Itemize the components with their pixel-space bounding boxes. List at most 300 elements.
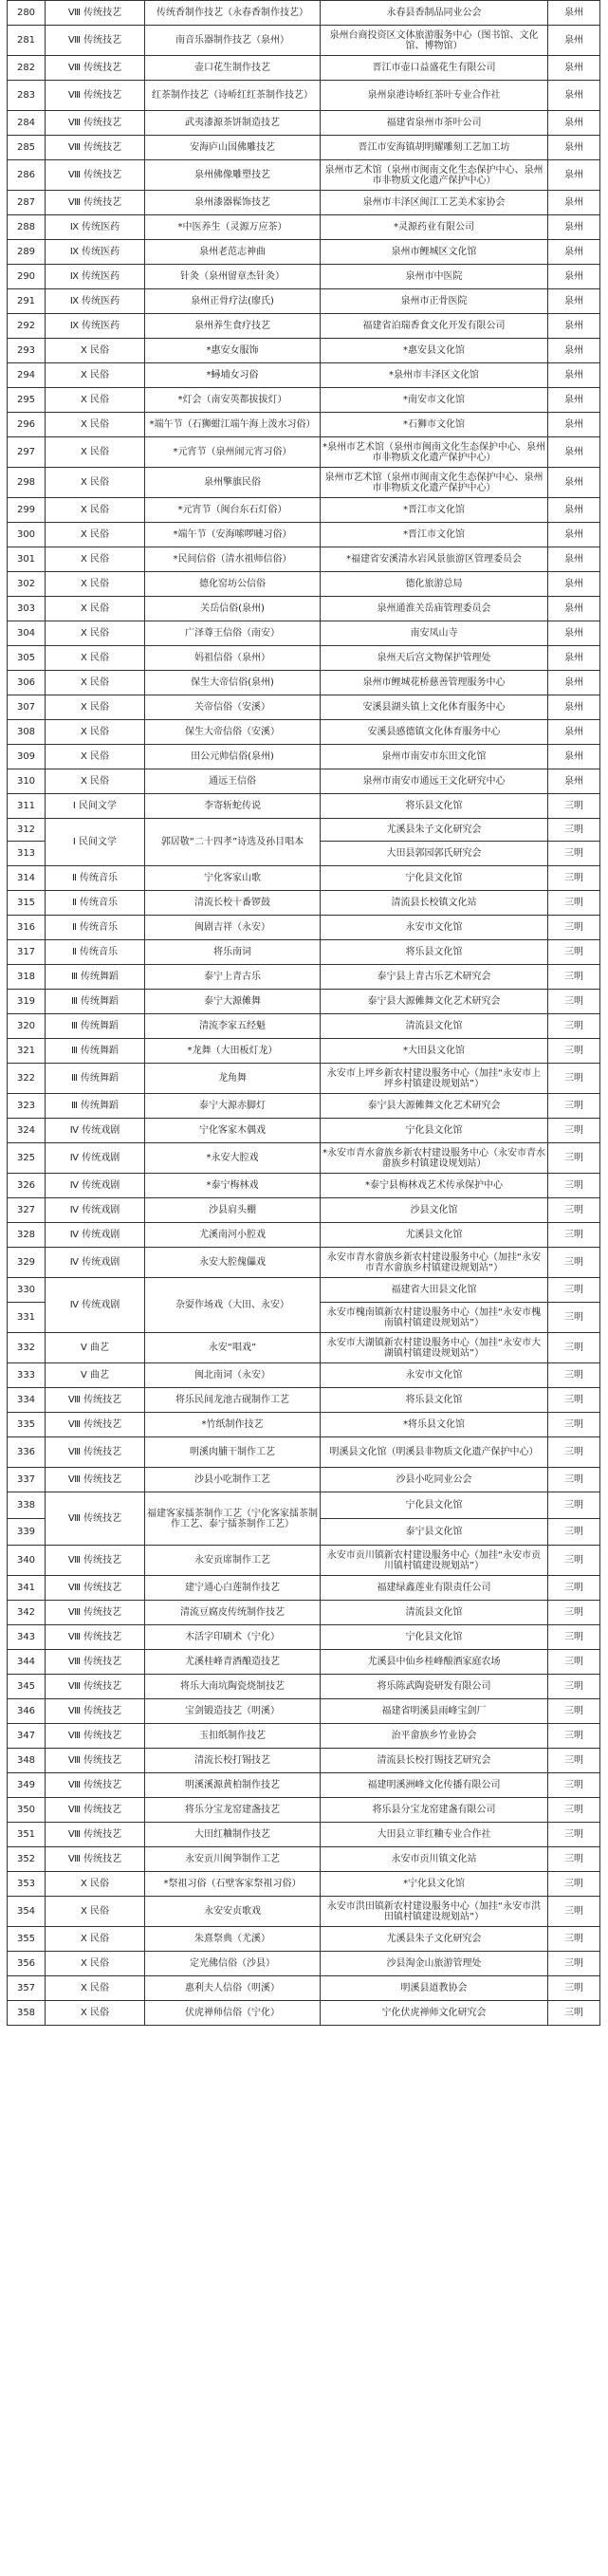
category-cell: Ⅷ 传统技艺 xyxy=(46,1724,145,1749)
project-cell: 将乐南词 xyxy=(145,940,321,965)
project-cell: 泉州正骨疗法(廖氏) xyxy=(145,289,321,314)
protection-unit-cell: 永安市槐南镇新农村建设服务中心（加挂“永安市槐南镇村镇建设规划站”） xyxy=(321,1303,548,1333)
region-cell: 三明 xyxy=(548,940,600,965)
region-cell: 三明 xyxy=(548,1546,600,1576)
region-cell: 泉州 xyxy=(548,671,600,695)
row-number: 299 xyxy=(8,498,46,523)
table-row xyxy=(8,1363,600,1388)
region-cell: 三明 xyxy=(548,1064,600,1094)
protection-unit-cell: 明溪县道教协会 xyxy=(321,1976,548,2001)
protection-unit-cell: 泉州市南安市东田文化馆 xyxy=(321,745,548,769)
project-cell: *祭祖习俗（石壁客家祭祖习俗） xyxy=(145,1872,321,1897)
protection-unit-cell: 宁化县文化馆 xyxy=(321,1625,548,1650)
project-cell: 建宁通心白莲制作技艺 xyxy=(145,1576,321,1601)
table-row xyxy=(8,671,600,695)
category-cell: Ⅹ 民俗 xyxy=(46,339,145,363)
project-cell: 清流豆腐皮传统制作技艺 xyxy=(145,1601,321,1625)
row-number: 332 xyxy=(8,1333,46,1363)
row-number: 355 xyxy=(8,1927,46,1952)
table-row xyxy=(8,1014,600,1039)
row-number: 350 xyxy=(8,1798,46,1823)
protection-unit-cell: 永安市大湖镇新农村建设服务中心（加挂“永安市大湖镇村镇建设规划站”） xyxy=(321,1333,548,1363)
project-cell: 龙角舞 xyxy=(145,1064,321,1094)
row-number: 283 xyxy=(8,81,46,111)
project-cell: *元宵节（泉州闹元宵习俗） xyxy=(145,437,321,468)
row-number: 338 xyxy=(8,1492,46,1519)
category-cell: Ⅳ 传统戏剧 xyxy=(46,1198,145,1223)
row-number: 312 xyxy=(8,819,46,842)
row-number: 330 xyxy=(8,1278,46,1303)
table-row xyxy=(8,1333,600,1363)
protection-unit-cell: 大田县郭园郭氏研究会 xyxy=(321,842,548,866)
category-cell: Ⅴ 曲艺 xyxy=(46,1363,145,1388)
row-number: 322 xyxy=(8,1064,46,1094)
project-cell: *泰宁梅林戏 xyxy=(145,1174,321,1198)
row-number: 351 xyxy=(8,1823,46,1847)
region-cell: 三明 xyxy=(548,891,600,916)
project-cell: *竹纸制作技艺 xyxy=(145,1413,321,1437)
protection-unit-cell: 清流县文化馆 xyxy=(321,1601,548,1625)
row-number: 353 xyxy=(8,1872,46,1897)
region-cell: 泉州 xyxy=(548,265,600,289)
project-cell: 闽剧吉祥（永安） xyxy=(145,916,321,940)
table-row xyxy=(8,1119,600,1143)
region-cell: 三明 xyxy=(548,1468,600,1492)
region-cell: 泉州 xyxy=(548,413,600,437)
project-cell: *端午节（石狮蚶江端午海上泼水习俗） xyxy=(145,413,321,437)
row-number: 288 xyxy=(8,215,46,240)
project-cell: 郭居敬“二十四孝”诗选及孙目唱本 xyxy=(145,819,321,866)
category-cell: Ⅷ 传统技艺 xyxy=(46,81,145,111)
table-row xyxy=(8,646,600,671)
region-cell: 泉州 xyxy=(548,498,600,523)
protection-unit-cell: 大田县立菲红粬专业合作社 xyxy=(321,1823,548,1847)
table-row xyxy=(8,1823,600,1847)
project-cell: 宁化客家山歌 xyxy=(145,866,321,891)
region-cell: 三明 xyxy=(548,794,600,819)
row-number: 352 xyxy=(8,1847,46,1872)
row-number: 304 xyxy=(8,621,46,646)
row-number: 281 xyxy=(8,26,46,56)
project-cell: *端午节（安海嗦啰嗹习俗） xyxy=(145,523,321,547)
protection-unit-cell: 尤溪县中仙乡桂峰酿酒家庭农场 xyxy=(321,1650,548,1675)
table-row xyxy=(8,990,600,1014)
region-cell: 三明 xyxy=(548,1223,600,1248)
protection-unit-cell: 清流县文化馆 xyxy=(321,1014,548,1039)
region-cell: 泉州 xyxy=(548,289,600,314)
row-number: 309 xyxy=(8,745,46,769)
row-number: 301 xyxy=(8,547,46,572)
table-row xyxy=(8,940,600,965)
category-cell: Ⅹ 民俗 xyxy=(46,1927,145,1952)
project-cell: *惠安女服饰 xyxy=(145,339,321,363)
table-body xyxy=(8,1,600,2026)
table-row xyxy=(8,56,600,81)
category-cell: Ⅴ 曲艺 xyxy=(46,1333,145,1363)
table-row xyxy=(8,1699,600,1724)
table-row xyxy=(8,1952,600,1976)
region-cell: 泉州 xyxy=(548,314,600,339)
protection-unit-cell: 南安凤山寺 xyxy=(321,621,548,646)
project-cell: 定光佛信俗（沙县） xyxy=(145,1952,321,1976)
table-row xyxy=(8,2001,600,2026)
region-cell: 三明 xyxy=(548,1976,600,2001)
protection-unit-cell: 晋江市安海镇胡明耀雕刻工艺加工坊 xyxy=(321,136,548,160)
row-number: 334 xyxy=(8,1388,46,1413)
category-cell: Ⅹ 民俗 xyxy=(46,646,145,671)
row-number: 305 xyxy=(8,646,46,671)
region-cell: 三明 xyxy=(548,866,600,891)
region-cell: 三明 xyxy=(548,1952,600,1976)
table-row xyxy=(8,1437,600,1468)
protection-unit-cell: 泉州市艺术馆（泉州市闽南文化生态保护中心、泉州市非物质文化遗产保护中心） xyxy=(321,160,548,191)
protection-unit-cell: 尤溪县文化馆 xyxy=(321,1223,548,1248)
table-row xyxy=(8,1064,600,1094)
protection-unit-cell: 泉州市丰泽区闽江工艺美术家协会 xyxy=(321,191,548,215)
row-number: 320 xyxy=(8,1014,46,1039)
region-cell: 三明 xyxy=(548,1576,600,1601)
protection-unit-cell: 尤溪县朱子文化研究会 xyxy=(321,819,548,842)
category-cell: Ⅱ 传统音乐 xyxy=(46,866,145,891)
region-cell: 泉州 xyxy=(548,621,600,646)
project-cell: 德化窑坊公信俗 xyxy=(145,572,321,597)
row-number: 356 xyxy=(8,1952,46,1976)
project-cell: 将乐民间龙池古砚制作工艺 xyxy=(145,1388,321,1413)
table-row xyxy=(8,1143,600,1174)
region-cell: 三明 xyxy=(548,1014,600,1039)
protection-unit-cell: 宁化伏虎禅师文化研究会 xyxy=(321,2001,548,2026)
protection-unit-cell: *泉州市艺术馆（泉州市闽南文化生态保护中心、泉州市非物质文化遗产保护中心） xyxy=(321,437,548,468)
category-cell: Ⅷ 传统技艺 xyxy=(46,1749,145,1773)
category-cell: Ⅲ 传统舞蹈 xyxy=(46,1094,145,1119)
protection-unit-cell: *泰宁县梅林戏艺术传承保护中心 xyxy=(321,1174,548,1198)
table-row xyxy=(8,1724,600,1749)
row-number: 331 xyxy=(8,1303,46,1333)
project-cell: 永安大腔傀儡戏 xyxy=(145,1248,321,1278)
table-row xyxy=(8,523,600,547)
project-cell: 将乐大南坑陶瓷烧制技艺 xyxy=(145,1675,321,1699)
row-number: 314 xyxy=(8,866,46,891)
row-number: 318 xyxy=(8,965,46,990)
project-cell: 安海庐山国佛雕技艺 xyxy=(145,136,321,160)
region-cell: 泉州 xyxy=(548,572,600,597)
region-cell: 三明 xyxy=(548,1749,600,1773)
project-cell: 南音乐器制作技艺（泉州） xyxy=(145,26,321,56)
table-row xyxy=(8,339,600,363)
category-cell: Ⅷ 传统技艺 xyxy=(46,136,145,160)
project-cell: 大田红粬制作技艺 xyxy=(145,1823,321,1847)
region-cell: 泉州 xyxy=(548,646,600,671)
table-row xyxy=(8,413,600,437)
region-cell: 泉州 xyxy=(548,597,600,621)
category-cell: Ⅸ 传统医药 xyxy=(46,240,145,265)
table-row xyxy=(8,388,600,413)
region-cell: 三明 xyxy=(548,1437,600,1468)
protection-unit-cell: 明溪县文化馆（明溪县非物质文化遗产保护中心） xyxy=(321,1437,548,1468)
protection-unit-cell: 泉州通淮关岳庙管理委员会 xyxy=(321,597,548,621)
table-row xyxy=(8,1492,600,1519)
category-cell: Ⅳ 传统戏剧 xyxy=(46,1143,145,1174)
project-cell: 永安贡川闽笋制作工艺 xyxy=(145,1847,321,1872)
protection-unit-cell: 治平畲族乡竹业协会 xyxy=(321,1724,548,1749)
row-number: 303 xyxy=(8,597,46,621)
region-cell: 三明 xyxy=(548,1798,600,1823)
category-cell: Ⅷ 传统技艺 xyxy=(46,1625,145,1650)
project-cell: 泰宁大源赤脚灯 xyxy=(145,1094,321,1119)
table-row xyxy=(8,891,600,916)
protection-unit-cell: 沙县淘金山旅游管理处 xyxy=(321,1952,548,1976)
row-number: 298 xyxy=(8,468,46,498)
table-row xyxy=(8,215,600,240)
project-cell: 泉州养生食疗技艺 xyxy=(145,314,321,339)
project-cell: 明溪溪源黄柏制作技艺 xyxy=(145,1773,321,1798)
category-cell: Ⅳ 传统戏剧 xyxy=(46,1223,145,1248)
table-row xyxy=(8,1094,600,1119)
table-row xyxy=(8,1546,600,1576)
category-cell: Ⅳ 传统戏剧 xyxy=(46,1248,145,1278)
category-cell: Ⅹ 民俗 xyxy=(46,437,145,468)
category-cell: Ⅹ 民俗 xyxy=(46,572,145,597)
project-cell: 武夷漆源茶饼制造技艺 xyxy=(145,111,321,136)
table-row xyxy=(8,1388,600,1413)
protection-unit-cell: 将乐陈武陶瓷研发有限公司 xyxy=(321,1675,548,1699)
row-number: 287 xyxy=(8,191,46,215)
table-row xyxy=(8,1278,600,1303)
row-number: 329 xyxy=(8,1248,46,1278)
row-number: 316 xyxy=(8,916,46,940)
protection-unit-cell: *惠安县文化馆 xyxy=(321,339,548,363)
category-cell: Ⅲ 传统舞蹈 xyxy=(46,1064,145,1094)
row-number: 347 xyxy=(8,1724,46,1749)
protection-unit-cell: 沙县文化馆 xyxy=(321,1198,548,1223)
project-cell: 清流长校十番锣鼓 xyxy=(145,891,321,916)
protection-unit-cell: 永安市洪田镇新农村建设服务中心（加挂“永安市洪田镇村镇建设规划站”） xyxy=(321,1897,548,1927)
row-number: 321 xyxy=(8,1039,46,1064)
region-cell: 三明 xyxy=(548,1699,600,1724)
region-cell: 泉州 xyxy=(548,215,600,240)
category-cell: Ⅸ 传统医药 xyxy=(46,289,145,314)
region-cell: 泉州 xyxy=(548,523,600,547)
category-cell: Ⅹ 民俗 xyxy=(46,468,145,498)
row-number: 306 xyxy=(8,671,46,695)
table-row xyxy=(8,111,600,136)
project-cell: 关帝信俗（安溪） xyxy=(145,695,321,720)
category-cell: Ⅷ 传统技艺 xyxy=(46,1773,145,1798)
table-row xyxy=(8,1872,600,1897)
row-number: 340 xyxy=(8,1546,46,1576)
table-row xyxy=(8,1039,600,1064)
region-cell: 泉州 xyxy=(548,720,600,745)
project-cell: 李寄斩蛇传说 xyxy=(145,794,321,819)
category-cell: Ⅰ 民间文学 xyxy=(46,819,145,866)
protection-unit-cell: *南安市文化馆 xyxy=(321,388,548,413)
project-cell: *永安大腔戏 xyxy=(145,1143,321,1174)
category-cell: Ⅲ 传统舞蹈 xyxy=(46,990,145,1014)
project-cell: 惠利夫人信俗（明溪） xyxy=(145,1976,321,2001)
project-cell: 将乐分宝龙窑建盏技艺 xyxy=(145,1798,321,1823)
project-cell: 伏虎禅师信俗（宁化） xyxy=(145,2001,321,2026)
row-number: 311 xyxy=(8,794,46,819)
protection-unit-cell: 将乐县文化馆 xyxy=(321,1388,548,1413)
category-cell: Ⅹ 民俗 xyxy=(46,363,145,388)
category-cell: Ⅲ 传统舞蹈 xyxy=(46,1014,145,1039)
category-cell: Ⅲ 传统舞蹈 xyxy=(46,1039,145,1064)
category-cell: Ⅷ 传统技艺 xyxy=(46,1576,145,1601)
region-cell: 三明 xyxy=(548,1413,600,1437)
protection-unit-cell: 泉州市鲤城区文化馆 xyxy=(321,240,548,265)
region-cell: 泉州 xyxy=(548,240,600,265)
table-row xyxy=(8,720,600,745)
row-number: 284 xyxy=(8,111,46,136)
category-cell: Ⅹ 民俗 xyxy=(46,547,145,572)
project-cell: 关岳信俗(泉州) xyxy=(145,597,321,621)
category-cell: Ⅹ 民俗 xyxy=(46,695,145,720)
region-cell: 三明 xyxy=(548,1773,600,1798)
protection-unit-cell: 福建省大田县文化馆 xyxy=(321,1278,548,1303)
project-cell: *龙舞（大田板灯龙） xyxy=(145,1039,321,1064)
row-number: 342 xyxy=(8,1601,46,1625)
project-cell: 宁化客家木偶戏 xyxy=(145,1119,321,1143)
region-cell: 三明 xyxy=(548,1039,600,1064)
protection-unit-cell: 将乐县文化馆 xyxy=(321,794,548,819)
region-cell: 泉州 xyxy=(548,363,600,388)
category-cell: Ⅱ 传统音乐 xyxy=(46,891,145,916)
protection-unit-cell: 永安市文化馆 xyxy=(321,916,548,940)
protection-unit-cell: 福建省泉州市茶叶公司 xyxy=(321,111,548,136)
category-cell: Ⅹ 民俗 xyxy=(46,745,145,769)
category-cell: Ⅷ 传统技艺 xyxy=(46,1823,145,1847)
project-cell: *蟳埔女习俗 xyxy=(145,363,321,388)
category-cell: Ⅹ 民俗 xyxy=(46,523,145,547)
table-row xyxy=(8,468,600,498)
protection-unit-cell: *永安市青水畲族乡新农村建设服务中心（永安市青水畲族乡村镇建设规划站） xyxy=(321,1143,548,1174)
region-cell: 三明 xyxy=(548,1675,600,1699)
row-number: 280 xyxy=(8,1,46,26)
row-number: 291 xyxy=(8,289,46,314)
category-cell: Ⅳ 传统戏剧 xyxy=(46,1278,145,1333)
region-cell: 泉州 xyxy=(548,111,600,136)
protection-unit-cell: *晋江市文化馆 xyxy=(321,523,548,547)
protection-unit-cell: 尤溪县朱子文化研究会 xyxy=(321,1927,548,1952)
region-cell: 三明 xyxy=(548,2001,600,2026)
region-cell: 泉州 xyxy=(548,136,600,160)
project-cell: 传统香制作技艺（永春香制作技艺） xyxy=(145,1,321,26)
row-number: 286 xyxy=(8,160,46,191)
category-cell: Ⅷ 传统技艺 xyxy=(46,1437,145,1468)
protection-unit-cell: *晋江市文化馆 xyxy=(321,498,548,523)
protection-unit-cell: 泉州市正骨医院 xyxy=(321,289,548,314)
protection-unit-cell: 清流县长校打锡技艺研究会 xyxy=(321,1749,548,1773)
category-cell: Ⅷ 传统技艺 xyxy=(46,1699,145,1724)
project-cell: 红茶制作技艺（诗峤红红茶制作技艺） xyxy=(145,81,321,111)
protection-unit-cell: 清流县长校镇文化站 xyxy=(321,891,548,916)
table-row xyxy=(8,1198,600,1223)
row-number: 296 xyxy=(8,413,46,437)
category-cell: Ⅹ 民俗 xyxy=(46,1872,145,1897)
table-row xyxy=(8,1601,600,1625)
row-number: 315 xyxy=(8,891,46,916)
protection-unit-cell: *泉州市丰泽区文化馆 xyxy=(321,363,548,388)
row-number: 294 xyxy=(8,363,46,388)
region-cell: 泉州 xyxy=(548,769,600,794)
category-cell: Ⅷ 传统技艺 xyxy=(46,191,145,215)
region-cell: 三明 xyxy=(548,1174,600,1198)
project-cell: *中医养生（灵源万应茶） xyxy=(145,215,321,240)
protection-unit-cell: 福建省泊瑞香食文化开发有限公司 xyxy=(321,314,548,339)
category-cell: Ⅷ 传统技艺 xyxy=(46,1601,145,1625)
row-number: 297 xyxy=(8,437,46,468)
row-number: 328 xyxy=(8,1223,46,1248)
row-number: 346 xyxy=(8,1699,46,1724)
table-row xyxy=(8,621,600,646)
project-cell: 沙县小吃制作工艺 xyxy=(145,1468,321,1492)
region-cell: 泉州 xyxy=(548,26,600,56)
row-number: 302 xyxy=(8,572,46,597)
row-number: 290 xyxy=(8,265,46,289)
region-cell: 泉州 xyxy=(548,160,600,191)
heritage-list-table xyxy=(7,0,600,2026)
project-cell: *灯会（南安英都拔拔灯） xyxy=(145,388,321,413)
category-cell: Ⅹ 民俗 xyxy=(46,413,145,437)
protection-unit-cell: 将乐县分宝龙窑建盏有限公司 xyxy=(321,1798,548,1823)
row-number: 349 xyxy=(8,1773,46,1798)
category-cell: Ⅷ 传统技艺 xyxy=(46,1468,145,1492)
row-number: 344 xyxy=(8,1650,46,1675)
table-row xyxy=(8,1625,600,1650)
row-number: 293 xyxy=(8,339,46,363)
table-row xyxy=(8,819,600,842)
region-cell: 三明 xyxy=(548,1724,600,1749)
region-cell: 三明 xyxy=(548,1872,600,1897)
protection-unit-cell: 永安市贡川镇新农村建设服务中心（加挂“永安市贡川镇村镇建设规划站”） xyxy=(321,1546,548,1576)
project-cell: 宝剑锻造技艺（明溪） xyxy=(145,1699,321,1724)
protection-unit-cell: 泉州台商投资区文体旅游服务中心（图书馆、文化馆、博物馆） xyxy=(321,26,548,56)
table-row xyxy=(8,314,600,339)
protection-unit-cell: *石狮市文化馆 xyxy=(321,413,548,437)
row-number: 310 xyxy=(8,769,46,794)
table-row xyxy=(8,745,600,769)
region-cell: 三明 xyxy=(548,1143,600,1174)
region-cell: 三明 xyxy=(548,1897,600,1927)
category-cell: Ⅷ 传统技艺 xyxy=(46,1,145,26)
table-row xyxy=(8,1174,600,1198)
row-number: 307 xyxy=(8,695,46,720)
region-cell: 泉州 xyxy=(548,81,600,111)
row-number: 325 xyxy=(8,1143,46,1174)
protection-unit-cell: 泉州市南安市通远王文化研究中心 xyxy=(321,769,548,794)
category-cell: Ⅹ 民俗 xyxy=(46,597,145,621)
table-row xyxy=(8,1976,600,2001)
row-number: 289 xyxy=(8,240,46,265)
table-row xyxy=(8,1927,600,1952)
category-cell: Ⅷ 传统技艺 xyxy=(46,1675,145,1699)
category-cell: Ⅹ 民俗 xyxy=(46,1976,145,2001)
project-cell: 尤溪南河小腔戏 xyxy=(145,1223,321,1248)
row-number: 333 xyxy=(8,1363,46,1388)
table-row xyxy=(8,1248,600,1278)
project-cell: 广泽尊王信俗（南安） xyxy=(145,621,321,646)
project-cell: 泉州佛像雕塑技艺 xyxy=(145,160,321,191)
region-cell: 三明 xyxy=(548,1650,600,1675)
protection-unit-cell: *大田县文化馆 xyxy=(321,1039,548,1064)
category-cell: Ⅹ 民俗 xyxy=(46,388,145,413)
category-cell: Ⅹ 民俗 xyxy=(46,671,145,695)
row-number: 336 xyxy=(8,1437,46,1468)
protection-unit-cell: 永安市青水畲族乡新农村建设服务中心（加挂“永安市青水畲族乡村镇建设规划站”） xyxy=(321,1248,548,1278)
region-cell: 三明 xyxy=(548,1278,600,1303)
row-number: 335 xyxy=(8,1413,46,1437)
table-row xyxy=(8,1223,600,1248)
